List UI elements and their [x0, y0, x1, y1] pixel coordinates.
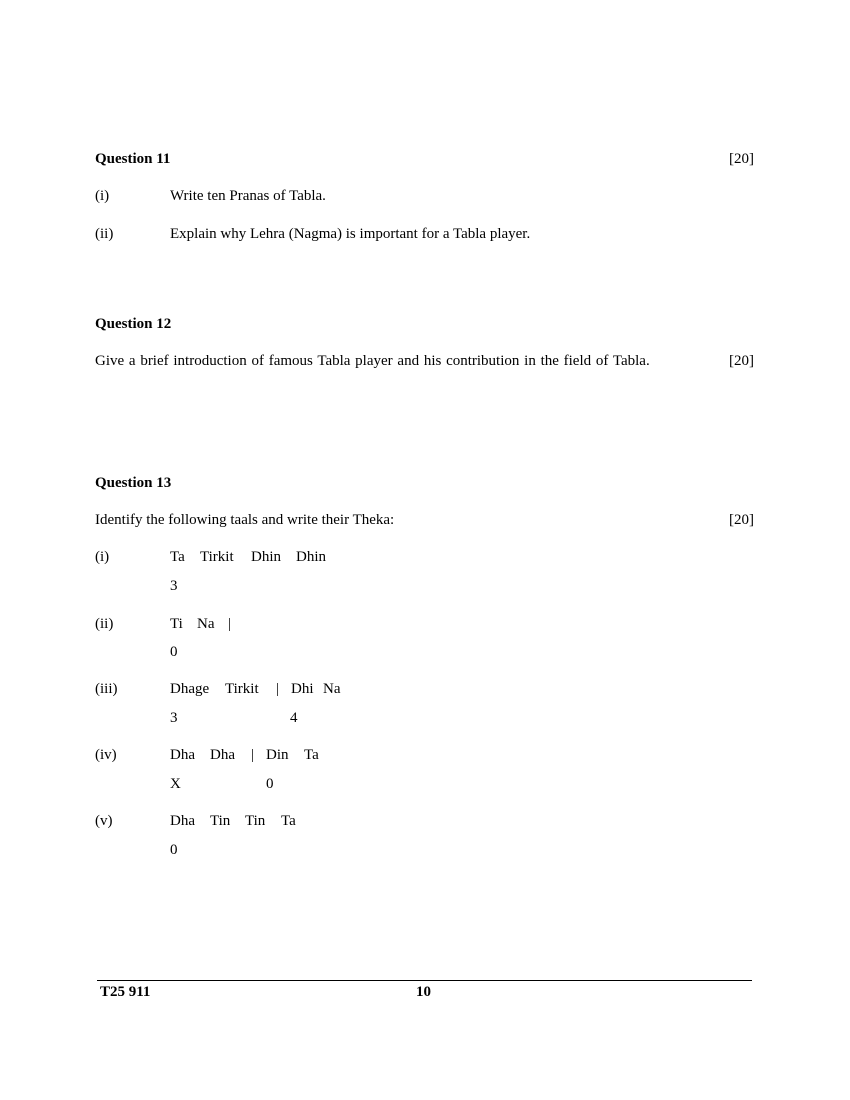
bol: Din [266, 747, 289, 763]
bol: Dhage [170, 681, 210, 697]
bol: Ta [281, 813, 296, 829]
beat-marker: X [170, 776, 181, 792]
taal-item-2-number: (ii) [95, 616, 114, 632]
question-11-marks: [20] [729, 151, 754, 167]
question-13-instruction: Identify the following taals and write their Theka: [95, 512, 395, 528]
question-11-heading: Question 11 [95, 151, 171, 167]
taal-item-1-bols [170, 549, 326, 566]
beat-marker: 0 [170, 644, 178, 660]
bol: Ti [170, 616, 183, 632]
beat-marker: 3 [170, 578, 178, 594]
q11-part-1-number: (i) [95, 188, 110, 204]
question-12-marks: [20] [729, 353, 754, 369]
bol: Na [323, 681, 341, 697]
bol: Ta [304, 747, 319, 763]
beat-marker: 0 [170, 842, 178, 858]
bol: Tirkit [200, 549, 234, 565]
footer-divider [97, 980, 752, 981]
question-12-text: Give a brief introduction of famous Tabla player and his contribution in the field of Tabla. [95, 353, 650, 369]
beat-marker: 4 [290, 710, 298, 726]
taal-item-2-beats [170, 644, 178, 661]
taal-item-1-beats [170, 578, 178, 595]
beat-marker: 0 [266, 776, 274, 792]
footer-page-number: 10 [416, 984, 431, 1000]
bol-divider: | [228, 616, 232, 632]
bol: Dha [170, 813, 195, 829]
bol-divider: | [276, 681, 280, 697]
taal-item-4-bols [170, 747, 319, 764]
beat-marker: 3 [170, 710, 178, 726]
footer-paper-code: T25 911 [100, 984, 151, 1000]
taal-item-5-beats [170, 842, 178, 859]
bol: Tin [210, 813, 231, 829]
bol: Dhin [251, 549, 281, 565]
taal-item-3-bols [170, 681, 341, 698]
bol: Tirkit [225, 681, 259, 697]
q11-part-2-number: (ii) [95, 226, 114, 242]
question-13-marks: [20] [729, 512, 754, 528]
taal-item-2-bols [170, 616, 231, 633]
taal-item-4-beats [170, 776, 274, 793]
q11-part-1-text: Write ten Pranas of Tabla. [170, 188, 326, 204]
taal-item-3-number: (iii) [95, 681, 118, 697]
bol: Dhi [291, 681, 314, 697]
bol-divider: | [251, 747, 255, 763]
question-12-heading: Question 12 [95, 316, 172, 332]
taal-item-3-beats [170, 710, 298, 727]
taal-item-1-number: (i) [95, 549, 110, 565]
bol: Dhin [296, 549, 326, 565]
bol: Tin [245, 813, 266, 829]
taal-item-5-number: (v) [95, 813, 113, 829]
bol: Dha [210, 747, 235, 763]
bol: Na [197, 616, 215, 632]
bol: Dha [170, 747, 195, 763]
q11-part-2-text: Explain why Lehra (Nagma) is important for a Tabla player. [170, 226, 531, 242]
taal-item-5-bols [170, 813, 296, 830]
bol: Ta [170, 549, 185, 565]
question-13-heading: Question 13 [95, 475, 172, 491]
taal-item-4-number: (iv) [95, 747, 117, 763]
